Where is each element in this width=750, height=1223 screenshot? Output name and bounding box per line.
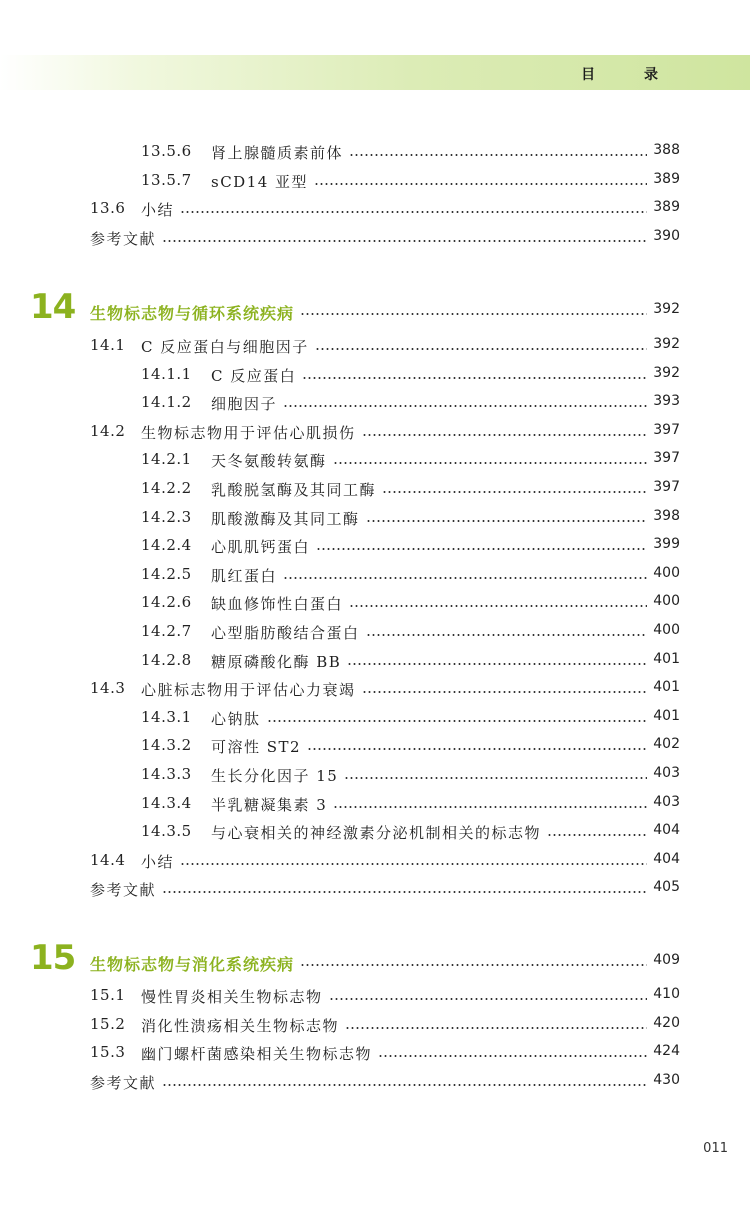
entry-title-line: [141, 199, 647, 223]
page-ref: 402: [653, 736, 680, 752]
toc-entry[interactable]: [0, 851, 750, 875]
section-number: 15.3: [90, 1043, 126, 1061]
toc-entry[interactable]: [0, 622, 750, 646]
section-number: 14.4: [90, 851, 126, 869]
entry-title-line: [211, 536, 647, 560]
chapter-title: 生物标志物与消化系统疾病: [90, 955, 295, 974]
section-title: 缺血修饰性白蛋白: [211, 595, 344, 613]
dot-leader: [283, 405, 647, 407]
section-title: 小结: [141, 201, 175, 219]
section-number: 15.2: [90, 1015, 126, 1033]
section-title: 天冬氨酸转氨酶: [211, 452, 327, 470]
page-ref: 405: [653, 879, 680, 895]
page-ref: 401: [653, 708, 680, 724]
toc-entry[interactable]: [0, 536, 750, 560]
entry-title-line: [90, 1072, 647, 1096]
section-number: 15.1: [90, 986, 126, 1004]
dot-leader: [180, 211, 647, 213]
section-number: 14.3.5: [141, 822, 192, 840]
dot-leader: [267, 720, 647, 722]
page-ref: 397: [653, 450, 680, 466]
dot-leader: [362, 691, 647, 693]
page-ref: 400: [653, 622, 680, 638]
dot-leader: [302, 377, 647, 379]
section-title: 心钠肽: [211, 710, 261, 728]
entry-title-line: [211, 622, 647, 646]
entry-title-line: [211, 479, 647, 503]
toc-entry[interactable]: [0, 450, 750, 474]
section-number: 14.2.4: [141, 536, 192, 554]
entry-title-line: [90, 228, 647, 252]
entry-title-line: [211, 565, 647, 589]
section-number: 14.2.2: [141, 479, 192, 497]
page-ref: 430: [653, 1072, 680, 1088]
section-number: 13.5.7: [141, 171, 192, 189]
dot-leader: [162, 240, 647, 242]
section-title: C 反应蛋白与细胞因子: [141, 338, 309, 356]
section-number: 14.1: [90, 336, 126, 354]
toc-entry[interactable]: [0, 593, 750, 617]
entry-title-line: [211, 450, 647, 474]
toc-entry[interactable]: [0, 679, 750, 703]
dot-leader: [329, 998, 647, 1000]
dot-leader: [347, 663, 647, 665]
page-ref: 400: [653, 593, 680, 609]
toc-entry[interactable]: [0, 393, 750, 417]
section-number: 14.2.6: [141, 593, 192, 611]
section-title: 小结: [141, 853, 175, 871]
section-title: 慢性胃炎相关生物标志物: [141, 988, 323, 1006]
entry-title-line: [211, 393, 647, 417]
section-title: 心肌肌钙蛋白: [211, 538, 311, 556]
page-ref: 409: [653, 952, 680, 968]
page-ref: 392: [653, 365, 680, 381]
page-ref: 404: [653, 851, 680, 867]
section-title: 消化性溃疡相关生物标志物: [141, 1017, 340, 1035]
page-number: 011: [703, 1141, 728, 1156]
toc-entry[interactable]: [0, 228, 750, 252]
entry-title-line: [211, 822, 647, 846]
dot-leader: [362, 434, 647, 436]
entry-title-line: [141, 422, 647, 446]
section-title: 半乳糖凝集素 3: [211, 796, 328, 814]
toc-entry[interactable]: [0, 336, 750, 360]
section-number: 14.2.7: [141, 622, 192, 640]
section-title: 糖原磷酸化酶 BB: [211, 653, 342, 671]
dot-leader: [345, 1027, 647, 1029]
dot-leader: [333, 462, 647, 464]
section-number: 14.2.1: [141, 450, 192, 468]
page-ref: 393: [653, 393, 680, 409]
section-number: 14.3.1: [141, 708, 192, 726]
page-ref: 424: [653, 1043, 680, 1059]
entry-title-line: [211, 794, 647, 818]
entry-title-line: [211, 708, 647, 732]
section-title: C 反应蛋白: [211, 367, 297, 385]
page-ref: 397: [653, 422, 680, 438]
entry-title-line: [211, 142, 647, 166]
page-ref: 392: [653, 301, 680, 317]
section-number: 14.1.2: [141, 393, 192, 411]
section-number: 14.3.2: [141, 736, 192, 754]
dot-leader: [162, 891, 647, 893]
chapter-number: 14: [30, 287, 76, 327]
section-number: 14.1.1: [141, 365, 192, 383]
page-ref: 404: [653, 822, 680, 838]
entry-title-line: [211, 651, 647, 675]
dot-leader: [382, 491, 647, 493]
dot-leader: [333, 806, 647, 808]
section-number: 13.6: [90, 199, 126, 217]
chapter-number: 15: [30, 938, 76, 978]
dot-leader: [307, 748, 647, 750]
section-title: 乳酸脱氢酶及其同工酶: [211, 481, 377, 499]
section-number: 14.2: [90, 422, 126, 440]
page-header-title: 目 录: [581, 67, 680, 83]
page-ref: 397: [653, 479, 680, 495]
toc-entry[interactable]: [0, 794, 750, 818]
dot-leader: [300, 313, 647, 315]
toc-entry[interactable]: [0, 508, 750, 532]
page-ref: 392: [653, 336, 680, 352]
section-title: 参考文献: [90, 1074, 157, 1092]
section-number: 14.2.8: [141, 651, 192, 669]
toc-entry[interactable]: [0, 142, 750, 166]
chapter-heading[interactable]: [0, 287, 750, 327]
dot-leader: [366, 520, 647, 522]
entry-title-line: [141, 986, 647, 1010]
section-number: 14.3.3: [141, 765, 192, 783]
dot-leader: [344, 777, 647, 779]
section-title: 可溶性 ST2: [211, 738, 302, 756]
page-ref: 389: [653, 171, 680, 187]
entry-title-line: [141, 679, 647, 703]
toc-entry[interactable]: [0, 822, 750, 846]
dot-leader: [180, 863, 647, 865]
entry-title-line: [141, 336, 647, 360]
toc-entry[interactable]: [0, 1015, 750, 1039]
dot-leader: [283, 577, 647, 579]
toc-entry[interactable]: [0, 765, 750, 789]
entry-title-line: [211, 171, 647, 195]
toc-entry[interactable]: [0, 651, 750, 675]
section-title: 幽门螺杆菌感染相关生物标志物: [141, 1045, 373, 1063]
dot-leader: [300, 964, 647, 966]
section-title: 心型脂肪酸结合蛋白: [211, 624, 360, 642]
toc-entry[interactable]: [0, 199, 750, 223]
toc-entry[interactable]: [0, 879, 750, 903]
dot-leader: [314, 183, 647, 185]
toc-entry[interactable]: [0, 422, 750, 446]
entry-title-line: [90, 879, 647, 903]
chapter-title-line: [90, 952, 647, 976]
page-ref: 420: [653, 1015, 680, 1031]
section-title: 心脏标志物用于评估心力衰竭: [141, 681, 356, 699]
entry-title-line: [211, 765, 647, 789]
section-title: 肾上腺髓质素前体: [211, 144, 344, 162]
toc-entry[interactable]: [0, 1072, 750, 1096]
dot-leader: [349, 605, 647, 607]
section-number: 13.5.6: [141, 142, 192, 160]
section-number: 14.3: [90, 679, 126, 697]
section-title: 生长分化因子 15: [211, 767, 339, 785]
chapter-title-line: [90, 301, 647, 325]
section-title: 细胞因子: [211, 395, 278, 413]
toc-entry[interactable]: [0, 736, 750, 760]
page-ref: 403: [653, 765, 680, 781]
page-ref: 389: [653, 199, 680, 215]
toc-entry[interactable]: [0, 365, 750, 389]
chapter-title: 生物标志物与循环系统疾病: [90, 304, 295, 323]
toc-entry[interactable]: [0, 565, 750, 589]
section-number: 14.3.4: [141, 794, 192, 812]
section-title: 肌红蛋白: [211, 567, 278, 585]
toc-entry[interactable]: [0, 708, 750, 732]
section-title: 参考文献: [90, 881, 157, 899]
page-ref: 401: [653, 679, 680, 695]
dot-leader: [378, 1055, 647, 1057]
page-ref: 390: [653, 228, 680, 244]
section-title: 肌酸激酶及其同工酶: [211, 510, 360, 528]
entry-title-line: [141, 1043, 647, 1067]
dot-leader: [349, 154, 647, 156]
dot-leader: [547, 834, 647, 836]
entry-title-line: [211, 593, 647, 617]
entry-title-line: [211, 365, 647, 389]
page-ref: 401: [653, 651, 680, 667]
dot-leader: [366, 634, 647, 636]
section-number: 14.2.3: [141, 508, 192, 526]
section-title: 与心衰相关的神经激素分泌机制相关的标志物: [211, 824, 542, 842]
toc-entry[interactable]: [0, 986, 750, 1010]
section-title: 参考文献: [90, 230, 157, 248]
page-ref: 403: [653, 794, 680, 810]
dot-leader: [162, 1084, 647, 1086]
toc-entry[interactable]: [0, 171, 750, 195]
entry-title-line: [211, 508, 647, 532]
page-ref: 400: [653, 565, 680, 581]
page-ref: 399: [653, 536, 680, 552]
dot-leader: [315, 348, 647, 350]
chapter-heading[interactable]: [0, 938, 750, 978]
toc-entry[interactable]: [0, 479, 750, 503]
toc-entry[interactable]: [0, 1043, 750, 1067]
section-title: sCD14 亚型: [211, 173, 309, 191]
entry-title-line: [141, 1015, 647, 1039]
page-ref: 388: [653, 142, 680, 158]
section-number: 14.2.5: [141, 565, 192, 583]
entry-title-line: [211, 736, 647, 760]
page-ref: 398: [653, 508, 680, 524]
page-ref: 410: [653, 986, 680, 1002]
entry-title-line: [141, 851, 647, 875]
dot-leader: [316, 548, 647, 550]
section-title: 生物标志物用于评估心肌损伤: [141, 424, 356, 442]
